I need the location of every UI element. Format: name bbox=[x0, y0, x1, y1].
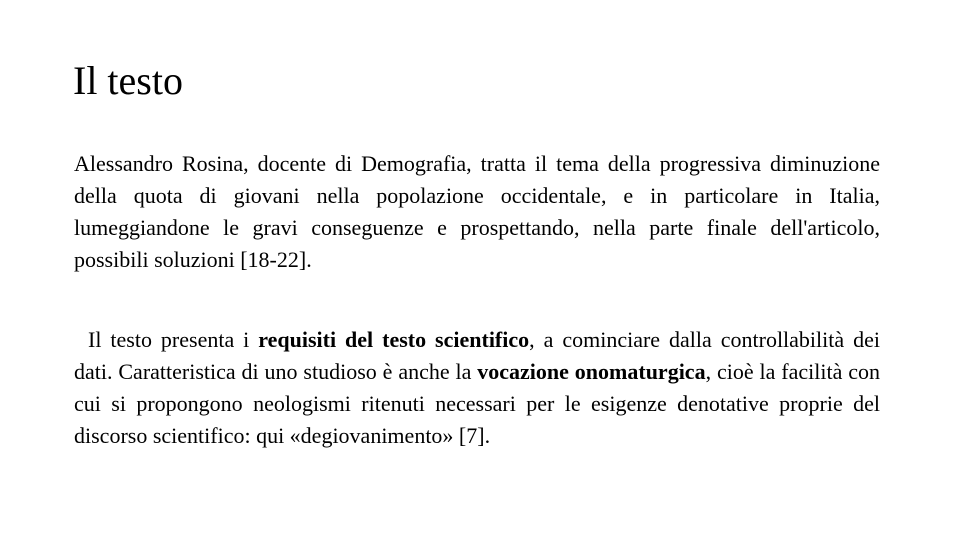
paragraph-intro-text: Alessandro Rosina, docente di Demografia, tratta il tema della progressiva diminuzione della quota di giovani nella popolazione occidentale, e in particolare in Italia, lumeggiandone le gravi conseguenze e prospettando, nella parte finale dell'articolo, possibili soluzioni [18-22]. bbox=[74, 151, 880, 272]
emphasis-vocazione: vocazione onomaturgica bbox=[477, 359, 706, 384]
slide-title: Il testo bbox=[73, 58, 183, 103]
paragraph-intro bbox=[74, 148, 880, 276]
paragraph-requirements bbox=[74, 324, 880, 452]
emphasis-requisiti: requisiti del testo scientifico bbox=[258, 327, 530, 352]
paragraph-requirements-text-2: , a cominciare dalla controllabilità dei dati. Caratteristica di uno studioso è anche la bbox=[74, 327, 880, 384]
paragraph-requirements-text-1: Il testo presenta i bbox=[88, 327, 259, 352]
paragraph-requirements-text-3: , cioè la facilità con cui si propongono neologismi ritenuti necessari per le esigenze denotative proprie del discorso scientifico: qui «degiovanimento» [7]. bbox=[74, 359, 880, 448]
